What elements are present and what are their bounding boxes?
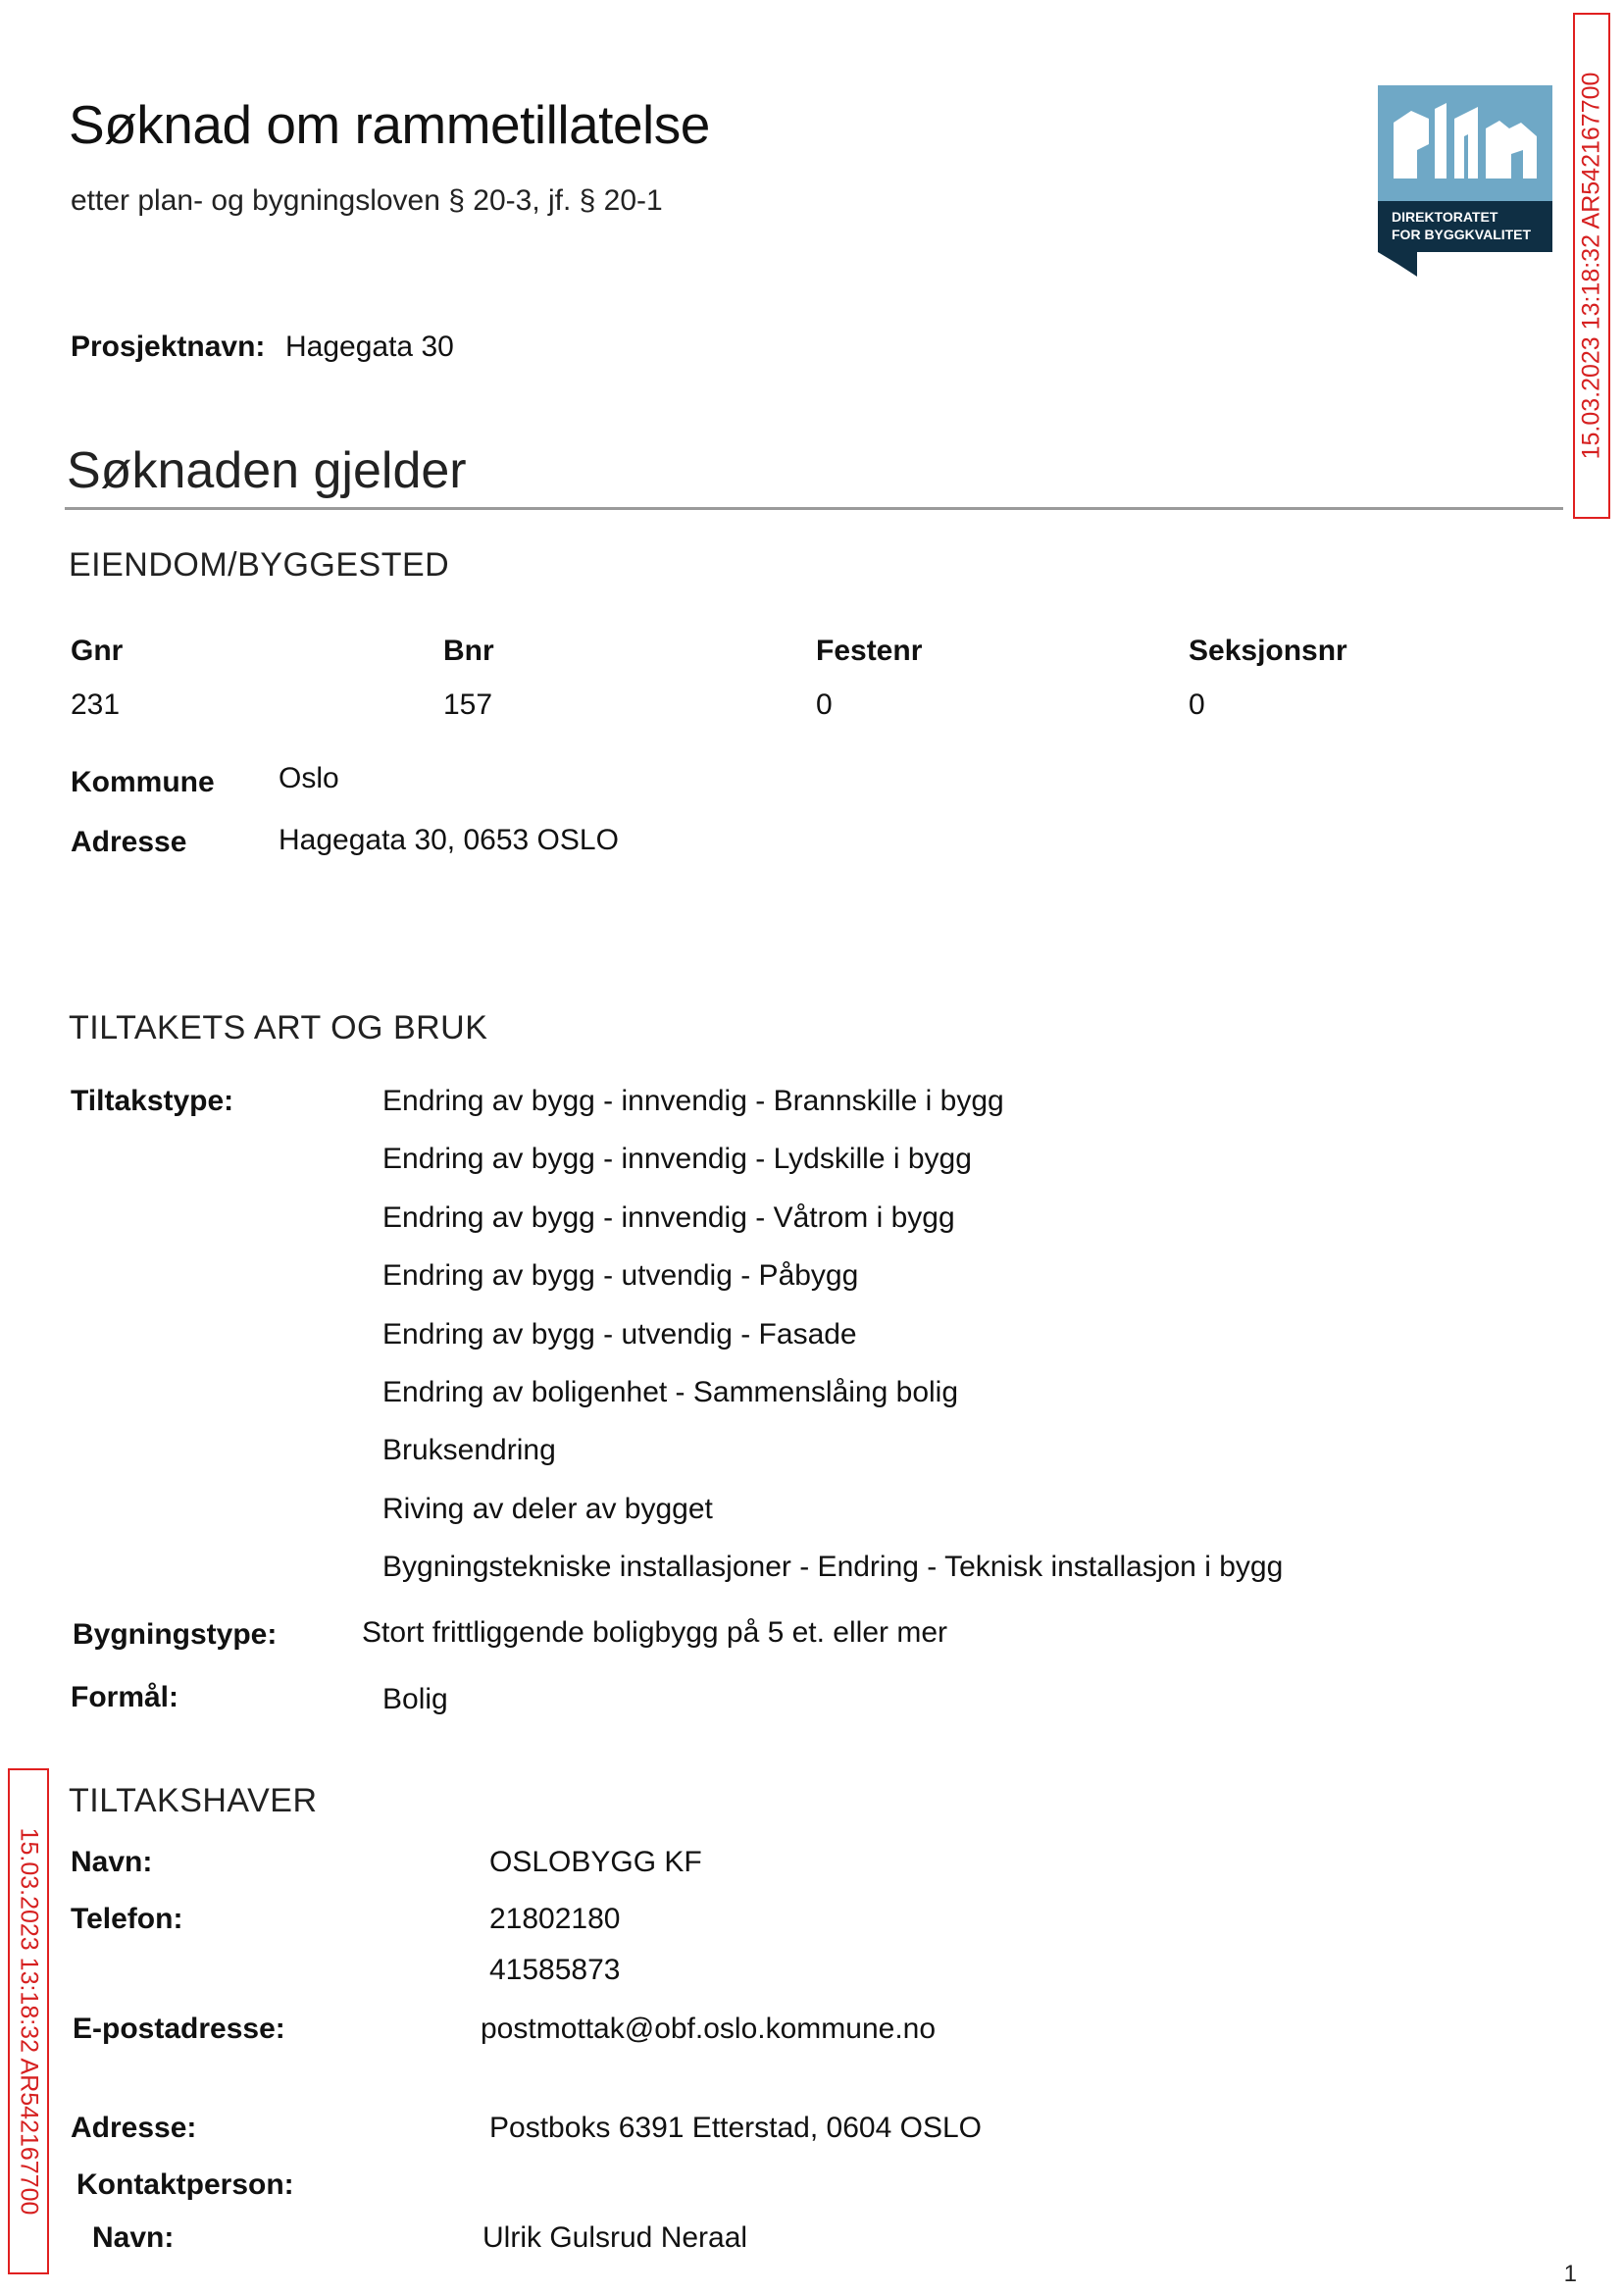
section-divider xyxy=(65,507,1563,510)
timestamp-stamp-top xyxy=(1573,13,1610,519)
logo-text-line2: FOR BYGGKVALITET xyxy=(1392,227,1532,242)
tiltakstype-item: Endring av bygg - utvendig - Fasade xyxy=(382,1318,857,1351)
bygningstype-value: Stort frittliggende boligbygg på 5 et. eller mer xyxy=(362,1616,947,1649)
dibk-logo xyxy=(1378,85,1552,277)
gnr-label: Gnr xyxy=(71,635,124,667)
adresse-value: Hagegata 30, 0653 OSLO xyxy=(279,824,619,856)
page-number: 1 xyxy=(1563,2261,1577,2287)
epost-label: E-postadresse: xyxy=(73,2013,285,2045)
tiltakshaver-heading: TILTAKSHAVER xyxy=(69,1782,318,1819)
formal-label: Formål: xyxy=(71,1681,179,1713)
bnr-value: 157 xyxy=(443,688,493,721)
tiltakstype-label: Tiltakstype: xyxy=(71,1085,234,1117)
tiltakstype-item: Bruksendring xyxy=(382,1434,556,1466)
kommune-value: Oslo xyxy=(279,762,339,794)
tiltakstype-item: Endring av bygg - innvendig - Brannskille i bygg xyxy=(382,1085,1004,1117)
seksjonsnr-value: 0 xyxy=(1189,688,1205,721)
tiltakstype-item: Riving av deler av bygget xyxy=(382,1493,713,1525)
bnr-label: Bnr xyxy=(443,635,494,667)
festenr-value: 0 xyxy=(816,688,833,721)
eiendom-heading: EIENDOM/BYGGESTED xyxy=(69,546,450,584)
tiltakstype-item: Endring av boligenhet - Sammenslåing bolig xyxy=(382,1376,959,1408)
kontaktperson-navn-value: Ulrik Gulsrud Neraal xyxy=(482,2221,748,2254)
tiltakshaver-navn-value: OSLOBYGG KF xyxy=(489,1846,702,1878)
timestamp-stamp-text: 15.03.2023 13:18:32 AR542167700 xyxy=(1577,72,1605,460)
seksjonsnr-label: Seksjonsnr xyxy=(1189,635,1347,667)
kommune-label: Kommune xyxy=(71,766,215,798)
tiltak-heading: TILTAKETS ART OG BRUK xyxy=(69,1009,488,1046)
festenr-label: Festenr xyxy=(816,635,923,667)
document-title: Søknad om rammetillatelse xyxy=(69,94,710,155)
tiltakstype-item: Endring av bygg - innvendig - Våtrom i bygg xyxy=(382,1201,955,1234)
tiltakstype-item: Bygningstekniske installasjoner - Endring - Teknisk installasjon i bygg xyxy=(382,1551,1284,1583)
bygningstype-label: Bygningstype: xyxy=(73,1618,278,1651)
document-subtitle: etter plan- og bygningsloven § 20-3, jf. § 20-1 xyxy=(71,184,663,217)
dibk-logo-icon xyxy=(1378,85,1552,277)
telefon-label: Telefon: xyxy=(71,1903,183,1935)
kontaktperson-navn-label: Navn: xyxy=(92,2221,175,2254)
adresse-label: Adresse xyxy=(71,826,187,858)
section-heading: Søknaden gjelder xyxy=(67,442,467,499)
tiltakstype-item: Endring av bygg - utvendig - Påbygg xyxy=(382,1259,859,1292)
tiltakshaver-adresse-label: Adresse: xyxy=(71,2112,197,2144)
kontaktperson-label: Kontaktperson: xyxy=(76,2168,294,2201)
timestamp-stamp-left xyxy=(8,1768,49,2274)
tiltakstype-item: Endring av bygg - innvendig - Lydskille i bygg xyxy=(382,1143,972,1175)
timestamp-stamp-text: 15.03.2023 13:18:32 AR542167700 xyxy=(15,1827,43,2216)
telefon-value: 21802180 xyxy=(489,1903,621,1935)
logo-text-line1: DIREKTORATET xyxy=(1392,209,1498,225)
tiltakshaver-adresse-value: Postboks 6391 Etterstad, 0604 OSLO xyxy=(489,2112,982,2144)
project-name-value: Hagegata 30 xyxy=(285,331,454,363)
tiltakshaver-navn-label: Navn: xyxy=(71,1846,153,1878)
project-name-label: Prosjektnavn: xyxy=(71,331,266,363)
gnr-value: 231 xyxy=(71,688,121,721)
epost-value: postmottak@obf.oslo.kommune.no xyxy=(481,2013,937,2045)
formal-value: Bolig xyxy=(382,1683,448,1715)
telefon-value: 41585873 xyxy=(489,1954,621,1986)
